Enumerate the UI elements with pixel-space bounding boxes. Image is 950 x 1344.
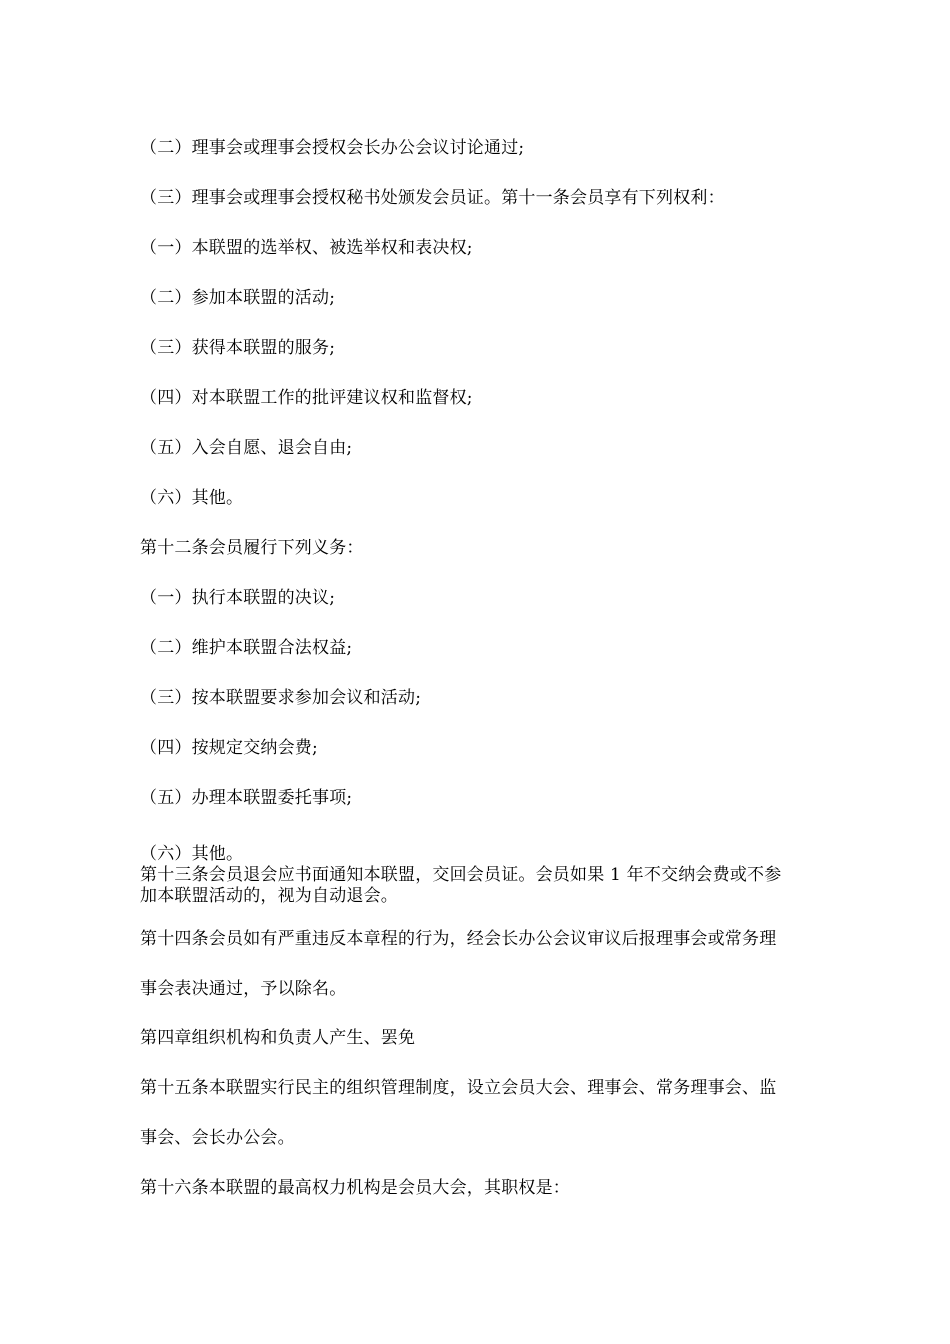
text-line: （五）入会自愿、退会自由; (140, 438, 353, 458)
text-line: （五）办理本联盟委托事项; (140, 788, 353, 808)
text-line: 第十四条会员如有严重违反本章程的行为，经会长办公会议审议后报理事会或常务理 (140, 929, 777, 949)
chapter-heading: 第四章组织机构和负责人产生、罢免 (140, 1028, 416, 1048)
text-line: （三）获得本联盟的服务; (140, 338, 336, 358)
text-line: 第十五条本联盟实行民主的组织管理制度，设立会员大会、理事会、常务理事会、监 (140, 1078, 777, 1098)
text-line: （二）参加本联盟的活动; (140, 288, 336, 308)
text-line: （一）执行本联盟的决议; (140, 588, 336, 608)
section-heading: 第十二条会员履行下列义务： (140, 538, 364, 558)
text-line: （一）本联盟的选举权、被选举权和表决权; (140, 238, 473, 258)
text-line: （二）维护本联盟合法权益; (140, 638, 353, 658)
text-line: （六）其他。 (140, 488, 244, 508)
text-line: （四）按规定交纳会费; (140, 738, 318, 758)
text-line: 第十三条会员退会应书面通知本联盟，交回会员证。会员如果 1 年不交纳会费或不参 (140, 865, 782, 885)
text-line: 第十六条本联盟的最高权力机构是会员大会，其职权是： (140, 1178, 570, 1198)
text-line: 事会表决通过，予以除名。 (140, 979, 347, 999)
text-line: （二）理事会或理事会授权会长办公会议讨论通过; (140, 138, 525, 158)
text-line: 事会、会长办公会。 (140, 1128, 295, 1148)
text-line: 加本联盟活动的，视为自动退会。 (140, 886, 398, 906)
text-line: （六）其他。 (140, 844, 244, 864)
text-line: （四）对本联盟工作的批评建议权和监督权; (140, 388, 473, 408)
text-line: （三）理事会或理事会授权秘书处颁发会员证。第十一条会员享有下列权利： (140, 188, 725, 208)
text-line: （三）按本联盟要求参加会议和活动; (140, 688, 422, 708)
